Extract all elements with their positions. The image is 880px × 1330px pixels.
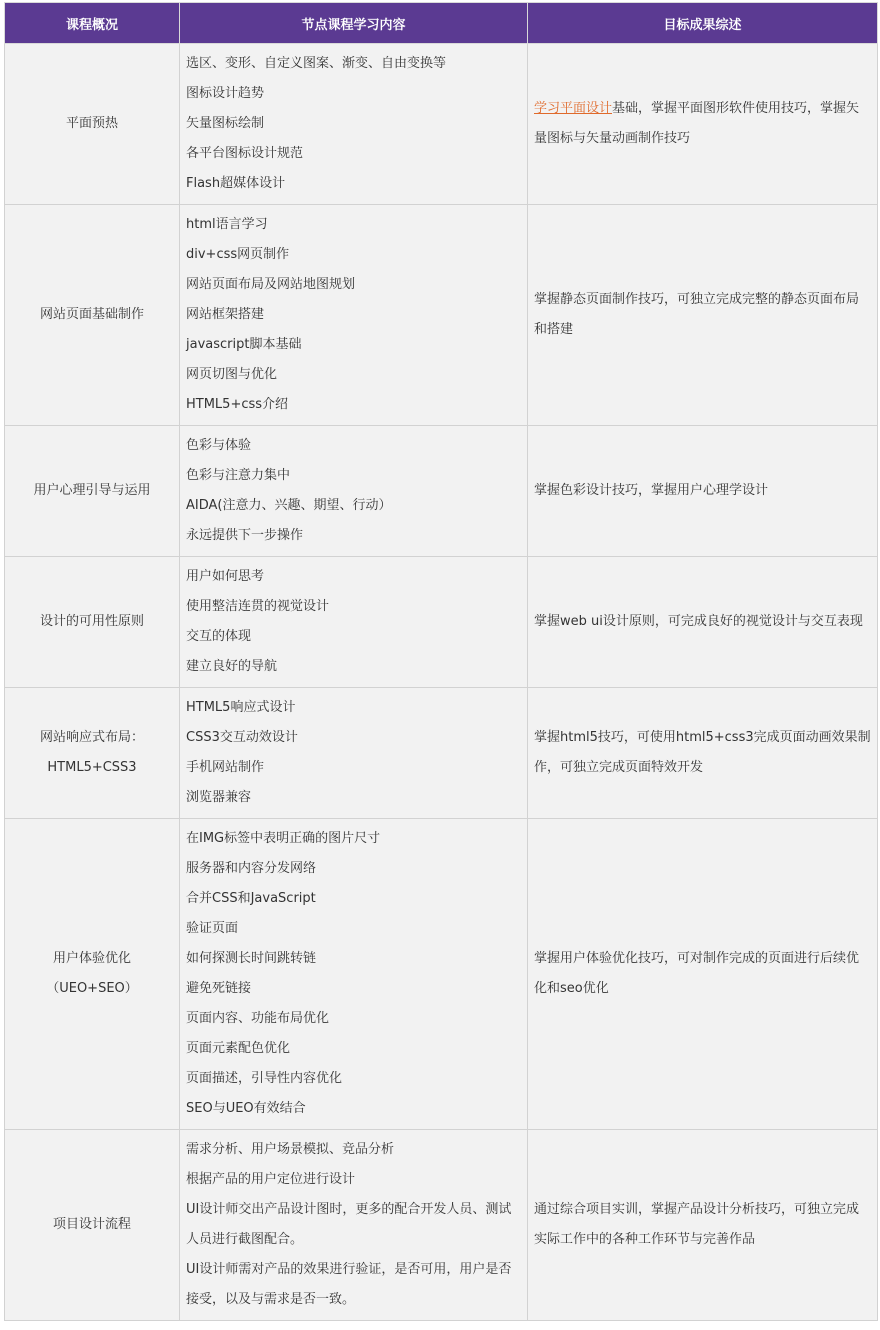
list-item: 交互的体现	[186, 629, 252, 644]
table-row	[5, 557, 878, 688]
list-item: 色彩与注意力集中	[186, 468, 291, 483]
table-row	[5, 819, 878, 1130]
list-item: 使用整洁连贯的视觉设计	[186, 599, 330, 614]
overview-cell: 平面预热	[5, 44, 180, 205]
header-goal: 目标成果综述	[528, 3, 878, 44]
goal-cell: 掌握静态页面制作技巧，可独立完成完整的静态页面布局和搭建	[528, 205, 878, 426]
content-cell	[180, 1130, 528, 1321]
list-item: 页面元素配色优化	[186, 1041, 291, 1056]
content-cell	[180, 426, 528, 557]
list-item: 色彩与体验	[186, 438, 252, 453]
list-item: 图标设计趋势	[186, 86, 265, 101]
list-item: div+css网页制作	[186, 247, 290, 262]
list-item: UI设计师交出产品设计图时，更多的配合开发人员、测试人员进行截图配合。	[186, 1202, 512, 1247]
list-item: javascript脚本基础	[186, 337, 302, 352]
list-item: 建立良好的导航	[186, 659, 278, 674]
list-item: 如何探测长时间跳转链	[186, 951, 317, 966]
table-row	[5, 1130, 878, 1321]
content-cell	[180, 44, 528, 205]
goal-cell: 掌握色彩设计技巧，掌握用户心理学设计	[528, 426, 878, 557]
list-item: 网页切图与优化	[186, 367, 278, 382]
goal-text: 基础，掌握平面图形软件使用技巧，掌握矢量图标与矢量动画制作技巧	[534, 101, 860, 146]
list-item: 矢量图标绘制	[186, 116, 265, 131]
list-item: 用户如何思考	[186, 569, 265, 584]
goal-cell: 掌握web ui设计原则，可完成良好的视觉设计与交互表现	[528, 557, 878, 688]
list-item: UI设计师需对产品的效果进行验证，是否可用，用户是否接受，以及与需求是否一致。	[186, 1262, 512, 1307]
table-row	[5, 688, 878, 819]
list-item: Flash超媒体设计	[186, 176, 286, 191]
list-item: 合并CSS和JavaScript	[186, 891, 316, 906]
list-item: html语言学习	[186, 217, 268, 232]
goal-cell: 通过综合项目实训，掌握产品设计分析技巧，可独立完成实际工作中的各种工作环节与完善作品	[528, 1130, 878, 1321]
table-row	[5, 205, 878, 426]
list-item: HTML5+css介绍	[186, 397, 289, 412]
table-row	[5, 426, 878, 557]
overview-cell: 网站页面基础制作	[5, 205, 180, 426]
list-item: 网站页面布局及网站地图规划	[186, 277, 356, 292]
overview-cell: 用户体验优化（UEO+SEO）	[5, 819, 180, 1130]
overview-cell: 用户心理引导与运用	[5, 426, 180, 557]
list-item: 在IMG标签中表明正确的图片尺寸	[186, 831, 381, 846]
list-item: 网站框架搭建	[186, 307, 265, 322]
goal-cell: 掌握用户体验优化技巧，可对制作完成的页面进行后续优化和seo优化	[528, 819, 878, 1130]
list-item: SEO与UEO有效结合	[186, 1101, 306, 1116]
overview-cell: 网站响应式布局：HTML5+CSS3	[5, 688, 180, 819]
course-table	[4, 2, 878, 1321]
header-content: 节点课程学习内容	[180, 3, 528, 44]
list-item: 各平台图标设计规范	[186, 146, 304, 161]
list-item: 页面描述，引导性内容优化	[186, 1071, 343, 1086]
list-item: 选区、变形、自定义图案、渐变、自由变换等	[186, 56, 447, 71]
table-row	[5, 44, 878, 205]
overview-cell: 项目设计流程	[5, 1130, 180, 1321]
content-cell	[180, 205, 528, 426]
list-item: 根据产品的用户定位进行设计	[186, 1172, 356, 1187]
content-cell	[180, 688, 528, 819]
list-item: CSS3交互动效设计	[186, 730, 298, 745]
list-item: 手机网站制作	[186, 760, 265, 775]
overview-cell: 设计的可用性原则	[5, 557, 180, 688]
list-item: 验证页面	[186, 921, 239, 936]
list-item: HTML5响应式设计	[186, 700, 296, 715]
list-item: 需求分析、用户场景模拟、竞品分析	[186, 1142, 395, 1157]
list-item: 页面内容、功能布局优化	[186, 1011, 330, 1026]
content-cell	[180, 557, 528, 688]
course-link[interactable]: 学习平面设计	[534, 101, 613, 116]
table-header-row	[5, 3, 878, 44]
list-item: 避免死链接	[186, 981, 252, 996]
content-cell	[180, 819, 528, 1130]
header-overview: 课程概况	[5, 3, 180, 44]
goal-cell: 掌握html5技巧，可使用html5+css3完成页面动画效果制作，可独立完成页面特效开发	[528, 688, 878, 819]
goal-cell	[528, 44, 878, 205]
list-item: AIDA(注意力、兴趣、期望、行动）	[186, 498, 392, 513]
list-item: 永远提供下一步操作	[186, 528, 304, 543]
list-item: 服务器和内容分发网络	[186, 861, 317, 876]
list-item: 浏览器兼容	[186, 790, 252, 805]
